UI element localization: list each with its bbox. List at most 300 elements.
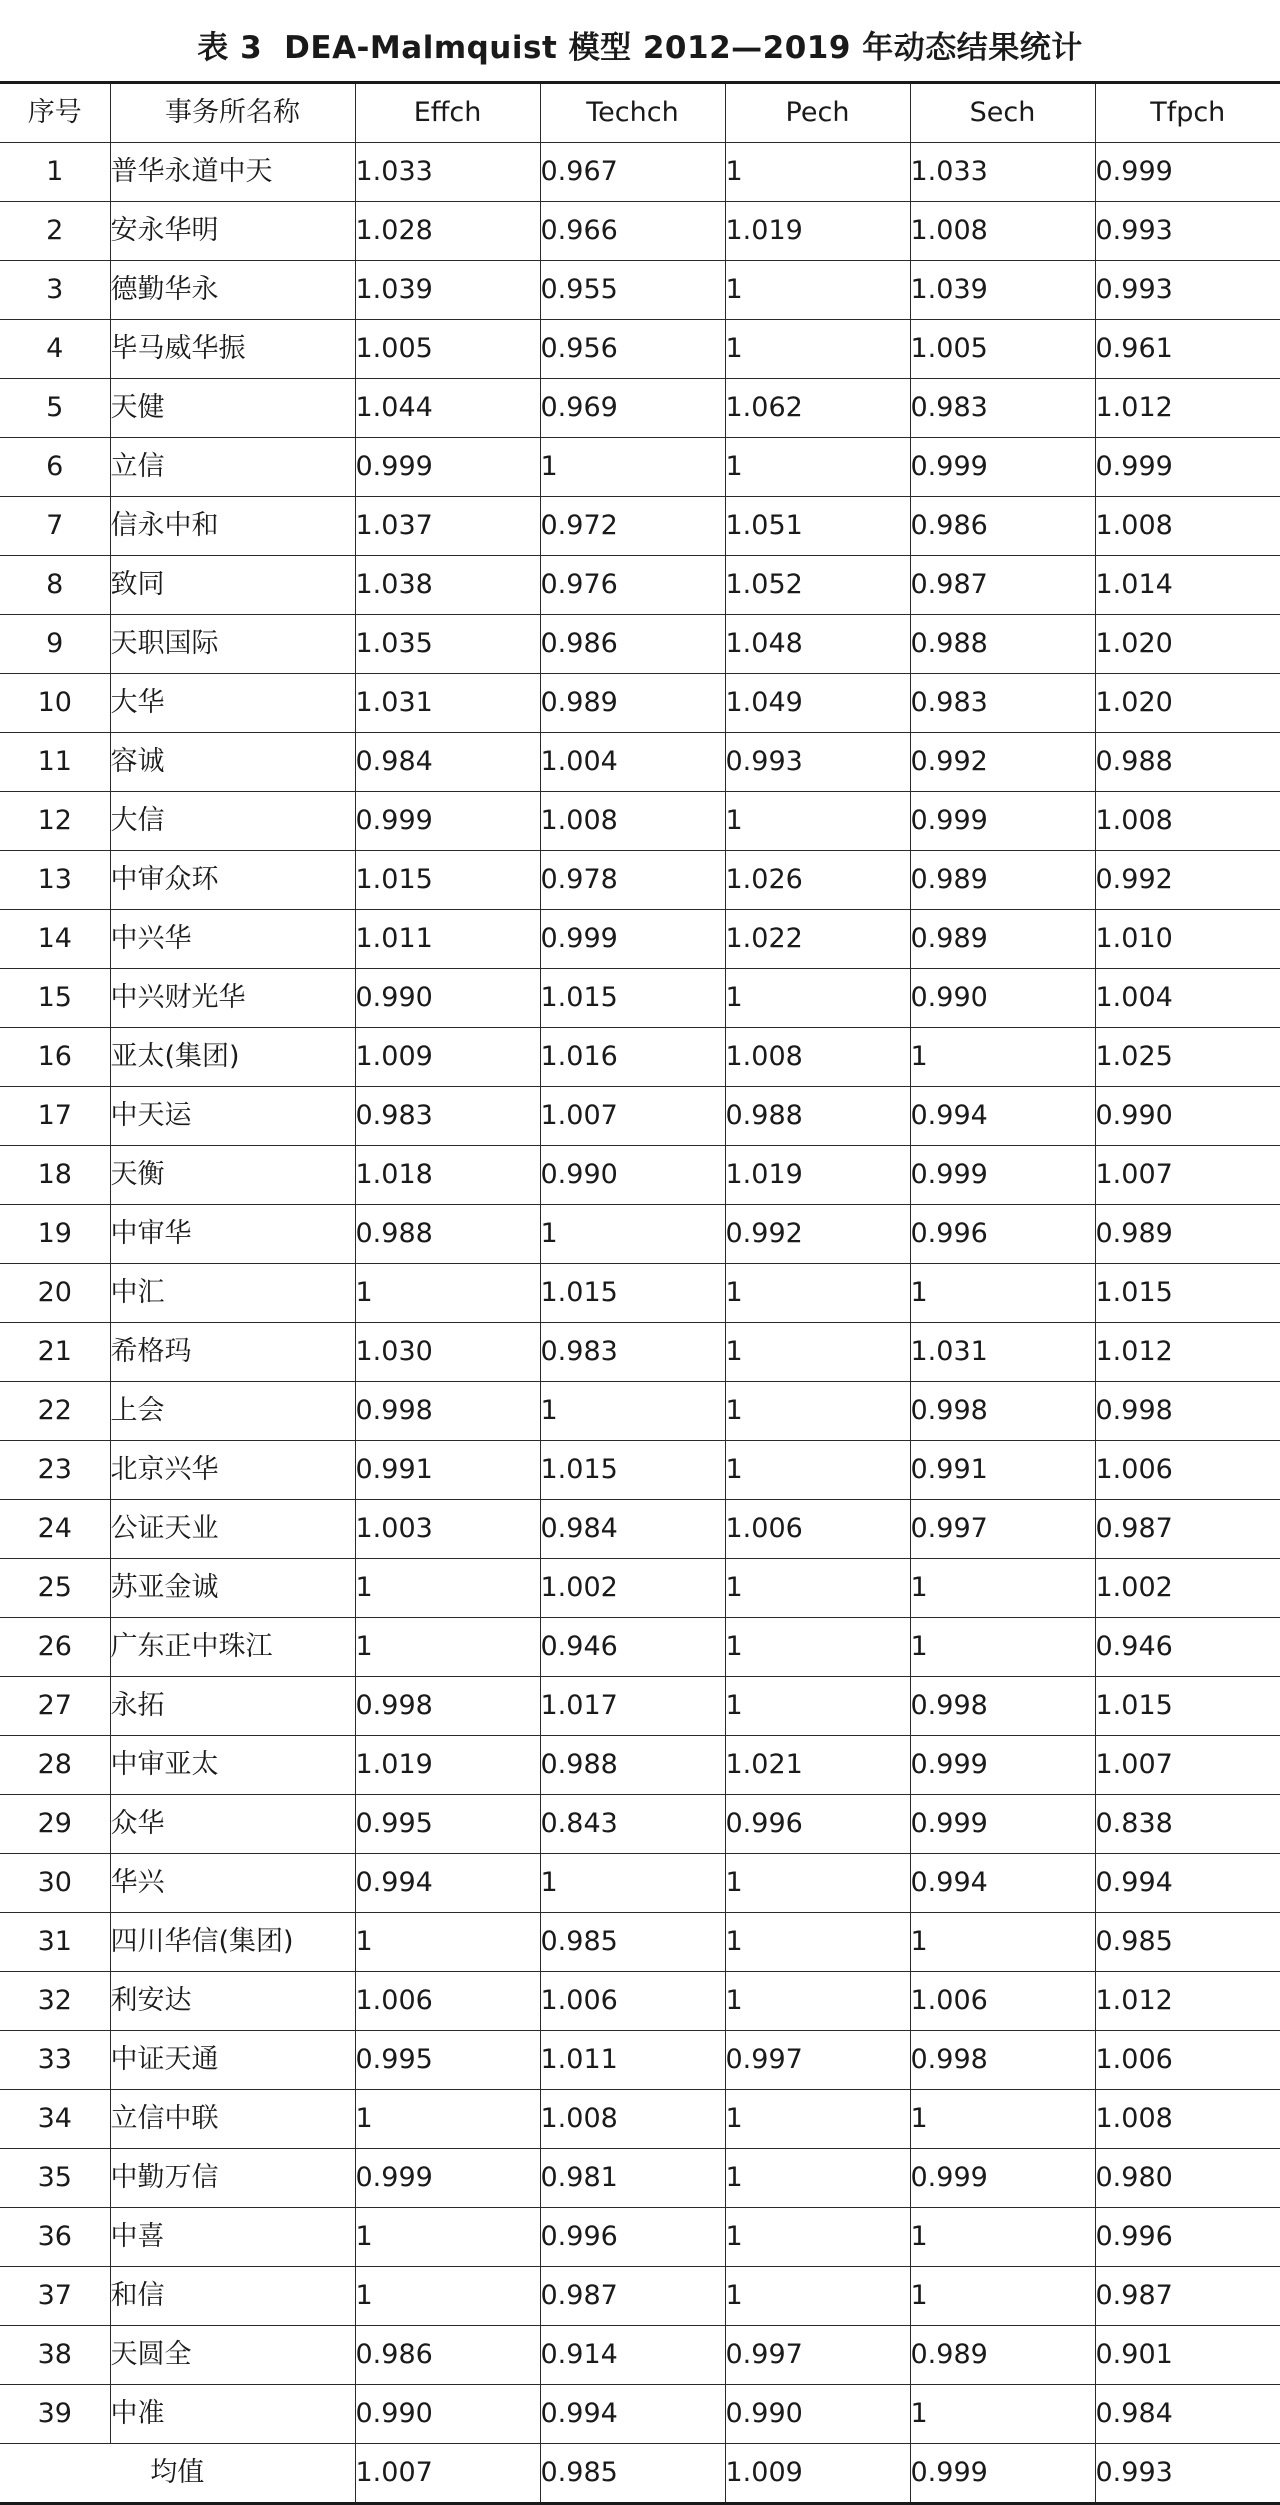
cell-effch: 0.999 [355, 2149, 540, 2208]
cell-firm-name: 中审华 [110, 1205, 355, 1264]
cell-firm-name: 中天运 [110, 1087, 355, 1146]
cell-firm-name: 和信 [110, 2267, 355, 2326]
header-techch: Techch [540, 83, 725, 143]
cell-pech: 1.022 [725, 910, 910, 969]
cell-techch: 0.994 [540, 2385, 725, 2444]
table-title: DEA-Malmquist 模型 2012—2019 年动态结果统计 [284, 30, 1083, 66]
cell-firm-name: 上会 [110, 1382, 355, 1441]
cell-techch: 0.983 [540, 1323, 725, 1382]
cell-index: 32 [0, 1972, 110, 2031]
cell-firm-name: 中审众环 [110, 851, 355, 910]
cell-firm-name: 中审亚太 [110, 1736, 355, 1795]
cell-effch: 1 [355, 2267, 540, 2326]
cell-sech: 1 [910, 2208, 1095, 2267]
cell-effch: 1 [355, 2090, 540, 2149]
cell-tfpch: 1.008 [1095, 497, 1280, 556]
cell-firm-name: 大华 [110, 674, 355, 733]
cell-firm-name: 广东正中珠江 [110, 1618, 355, 1677]
table-row [0, 379, 1280, 438]
cell-index: 22 [0, 1382, 110, 1441]
cell-pech: 1.019 [725, 202, 910, 261]
table-row [0, 1382, 1280, 1441]
cell-sech: 0.988 [910, 615, 1095, 674]
table-row [0, 1736, 1280, 1795]
cell-pech: 1.048 [725, 615, 910, 674]
cell-sech: 1 [910, 1618, 1095, 1677]
cell-pech: 1 [725, 320, 910, 379]
cell-index: 1 [0, 143, 110, 202]
cell-effch: 1.009 [355, 1028, 540, 1087]
cell-firm-name: 永拓 [110, 1677, 355, 1736]
cell-sech: 0.999 [910, 1795, 1095, 1854]
cell-index: 13 [0, 851, 110, 910]
cell-sech: 0.983 [910, 379, 1095, 438]
cell-firm-name: 大信 [110, 792, 355, 851]
cell-sech: 1.039 [910, 261, 1095, 320]
cell-firm-name: 天衡 [110, 1146, 355, 1205]
cell-effch: 1.019 [355, 1736, 540, 1795]
cell-sech: 1 [910, 2385, 1095, 2444]
cell-tfpch: 1.015 [1095, 1677, 1280, 1736]
table-row [0, 1677, 1280, 1736]
cell-effch: 1 [355, 2208, 540, 2267]
table-row [0, 2031, 1280, 2090]
cell-effch: 1.018 [355, 1146, 540, 1205]
cell-effch: 1.005 [355, 320, 540, 379]
cell-sech: 0.997 [910, 1500, 1095, 1559]
mean-row [0, 2444, 1280, 2504]
cell-tfpch: 0.998 [1095, 1382, 1280, 1441]
cell-pech: 0.988 [725, 1087, 910, 1146]
cell-index: 18 [0, 1146, 110, 1205]
cell-pech: 0.990 [725, 2385, 910, 2444]
table-row [0, 792, 1280, 851]
cell-pech: 1 [725, 969, 910, 1028]
cell-sech: 1.006 [910, 1972, 1095, 2031]
cell-tfpch: 0.985 [1095, 1913, 1280, 1972]
mean-pech: 1.009 [725, 2444, 910, 2504]
table-row [0, 2267, 1280, 2326]
cell-firm-name: 希格玛 [110, 1323, 355, 1382]
cell-tfpch: 0.987 [1095, 2267, 1280, 2326]
cell-techch: 0.843 [540, 1795, 725, 1854]
cell-pech: 1 [725, 1913, 910, 1972]
cell-pech: 1 [725, 1264, 910, 1323]
cell-techch: 0.976 [540, 556, 725, 615]
cell-effch: 0.983 [355, 1087, 540, 1146]
cell-index: 26 [0, 1618, 110, 1677]
cell-index: 37 [0, 2267, 110, 2326]
cell-index: 29 [0, 1795, 110, 1854]
cell-effch: 1.030 [355, 1323, 540, 1382]
header-tfpch: Tfpch [1095, 83, 1280, 143]
mean-techch: 0.985 [540, 2444, 725, 2504]
cell-techch: 1.016 [540, 1028, 725, 1087]
cell-sech: 1 [910, 1913, 1095, 1972]
cell-sech: 1.008 [910, 202, 1095, 261]
header-effch: Effch [355, 83, 540, 143]
cell-firm-name: 中兴华 [110, 910, 355, 969]
cell-index: 23 [0, 1441, 110, 1500]
cell-tfpch: 0.993 [1095, 202, 1280, 261]
cell-tfpch: 1.012 [1095, 379, 1280, 438]
cell-tfpch: 1.006 [1095, 2031, 1280, 2090]
cell-tfpch: 1.015 [1095, 1264, 1280, 1323]
cell-tfpch: 0.992 [1095, 851, 1280, 910]
table-row [0, 497, 1280, 556]
table-row [0, 143, 1280, 202]
cell-techch: 1 [540, 1205, 725, 1264]
cell-tfpch: 1.014 [1095, 556, 1280, 615]
cell-techch: 1.004 [540, 733, 725, 792]
cell-firm-name: 信永中和 [110, 497, 355, 556]
cell-sech: 0.999 [910, 2149, 1095, 2208]
cell-firm-name: 普华永道中天 [110, 143, 355, 202]
table-row [0, 2385, 1280, 2444]
cell-pech: 0.997 [725, 2326, 910, 2385]
cell-index: 39 [0, 2385, 110, 2444]
table-row [0, 851, 1280, 910]
cell-pech: 1 [725, 438, 910, 497]
header-index: 序号 [0, 83, 110, 143]
cell-effch: 1.044 [355, 379, 540, 438]
cell-techch: 0.955 [540, 261, 725, 320]
cell-firm-name: 众华 [110, 1795, 355, 1854]
cell-techch: 0.946 [540, 1618, 725, 1677]
cell-firm-name: 天职国际 [110, 615, 355, 674]
cell-firm-name: 立信中联 [110, 2090, 355, 2149]
table-row [0, 1205, 1280, 1264]
cell-firm-name: 致同 [110, 556, 355, 615]
cell-tfpch: 1.012 [1095, 1323, 1280, 1382]
cell-sech: 1 [910, 1264, 1095, 1323]
cell-sech: 1 [910, 2267, 1095, 2326]
cell-sech: 1 [910, 1559, 1095, 1618]
table-row [0, 674, 1280, 733]
cell-techch: 1.017 [540, 1677, 725, 1736]
header-row [0, 83, 1280, 143]
cell-effch: 1.037 [355, 497, 540, 556]
cell-techch: 1.007 [540, 1087, 725, 1146]
cell-index: 35 [0, 2149, 110, 2208]
cell-index: 14 [0, 910, 110, 969]
cell-effch: 1.003 [355, 1500, 540, 1559]
table-row [0, 1146, 1280, 1205]
cell-tfpch: 1.010 [1095, 910, 1280, 969]
cell-pech: 1 [725, 1972, 910, 2031]
cell-sech: 0.983 [910, 674, 1095, 733]
cell-effch: 0.988 [355, 1205, 540, 1264]
cell-tfpch: 1.020 [1095, 674, 1280, 733]
header-pech: Pech [725, 83, 910, 143]
cell-effch: 1.039 [355, 261, 540, 320]
cell-sech: 0.994 [910, 1087, 1095, 1146]
cell-index: 30 [0, 1854, 110, 1913]
table-row [0, 2090, 1280, 2149]
table-row [0, 1264, 1280, 1323]
cell-tfpch: 0.961 [1095, 320, 1280, 379]
mean-sech: 0.999 [910, 2444, 1095, 2504]
cell-pech: 1 [725, 2267, 910, 2326]
cell-firm-name: 天健 [110, 379, 355, 438]
cell-pech: 0.997 [725, 2031, 910, 2090]
cell-effch: 1 [355, 1618, 540, 1677]
cell-tfpch: 0.838 [1095, 1795, 1280, 1854]
mean-label: 均值 [0, 2444, 355, 2504]
cell-effch: 1.011 [355, 910, 540, 969]
table-row [0, 438, 1280, 497]
cell-sech: 0.994 [910, 1854, 1095, 1913]
cell-techch: 1.015 [540, 1264, 725, 1323]
cell-effch: 1 [355, 1559, 540, 1618]
cell-firm-name: 四川华信(集团) [110, 1913, 355, 1972]
cell-pech: 0.992 [725, 1205, 910, 1264]
cell-pech: 1.052 [725, 556, 910, 615]
cell-tfpch: 1.006 [1095, 1441, 1280, 1500]
cell-index: 4 [0, 320, 110, 379]
cell-techch: 0.978 [540, 851, 725, 910]
cell-effch: 1 [355, 1264, 540, 1323]
cell-effch: 0.990 [355, 969, 540, 1028]
cell-sech: 0.999 [910, 438, 1095, 497]
cell-techch: 0.988 [540, 1736, 725, 1795]
cell-effch: 0.999 [355, 792, 540, 851]
table-row [0, 261, 1280, 320]
cell-firm-name: 安永华明 [110, 202, 355, 261]
cell-techch: 1 [540, 1854, 725, 1913]
cell-effch: 0.990 [355, 2385, 540, 2444]
cell-pech: 1 [725, 1618, 910, 1677]
cell-sech: 0.998 [910, 1382, 1095, 1441]
table-row [0, 1795, 1280, 1854]
cell-index: 36 [0, 2208, 110, 2267]
cell-tfpch: 1.008 [1095, 792, 1280, 851]
cell-index: 12 [0, 792, 110, 851]
cell-techch: 0.996 [540, 2208, 725, 2267]
cell-techch: 1.008 [540, 2090, 725, 2149]
cell-pech: 1.008 [725, 1028, 910, 1087]
cell-sech: 0.991 [910, 1441, 1095, 1500]
table-row [0, 1441, 1280, 1500]
cell-techch: 0.999 [540, 910, 725, 969]
cell-firm-name: 天圆全 [110, 2326, 355, 2385]
cell-tfpch: 0.988 [1095, 733, 1280, 792]
cell-sech: 0.999 [910, 792, 1095, 851]
cell-techch: 1.015 [540, 1441, 725, 1500]
table-row [0, 733, 1280, 792]
cell-techch: 1.006 [540, 1972, 725, 2031]
cell-tfpch: 1.008 [1095, 2090, 1280, 2149]
cell-tfpch: 1.020 [1095, 615, 1280, 674]
cell-effch: 1.006 [355, 1972, 540, 2031]
cell-pech: 1 [725, 1677, 910, 1736]
cell-firm-name: 亚太(集团) [110, 1028, 355, 1087]
cell-firm-name: 华兴 [110, 1854, 355, 1913]
cell-tfpch: 1.012 [1095, 1972, 1280, 2031]
cell-index: 20 [0, 1264, 110, 1323]
cell-firm-name: 容诚 [110, 733, 355, 792]
cell-tfpch: 0.989 [1095, 1205, 1280, 1264]
cell-index: 33 [0, 2031, 110, 2090]
cell-techch: 1 [540, 1382, 725, 1441]
cell-sech: 0.998 [910, 1677, 1095, 1736]
cell-firm-name: 德勤华永 [110, 261, 355, 320]
cell-index: 9 [0, 615, 110, 674]
cell-effch: 1.031 [355, 674, 540, 733]
table-row [0, 1618, 1280, 1677]
cell-effch: 1.035 [355, 615, 540, 674]
cell-pech: 1 [725, 2090, 910, 2149]
cell-pech: 1.062 [725, 379, 910, 438]
cell-tfpch: 0.901 [1095, 2326, 1280, 2385]
cell-techch: 1.015 [540, 969, 725, 1028]
cell-sech: 0.999 [910, 1146, 1095, 1205]
cell-tfpch: 0.999 [1095, 438, 1280, 497]
cell-techch: 0.987 [540, 2267, 725, 2326]
cell-effch: 0.991 [355, 1441, 540, 1500]
cell-tfpch: 1.007 [1095, 1146, 1280, 1205]
table-row [0, 1500, 1280, 1559]
table-row [0, 1087, 1280, 1146]
cell-techch: 0.966 [540, 202, 725, 261]
cell-sech: 1.031 [910, 1323, 1095, 1382]
cell-pech: 1.049 [725, 674, 910, 733]
cell-sech: 1 [910, 1028, 1095, 1087]
cell-sech: 1.033 [910, 143, 1095, 202]
cell-sech: 0.992 [910, 733, 1095, 792]
cell-pech: 1.021 [725, 1736, 910, 1795]
cell-tfpch: 1.025 [1095, 1028, 1280, 1087]
cell-effch: 0.995 [355, 2031, 540, 2090]
cell-firm-name: 立信 [110, 438, 355, 497]
cell-index: 2 [0, 202, 110, 261]
mean-effch: 1.007 [355, 2444, 540, 2504]
cell-firm-name: 中证天通 [110, 2031, 355, 2090]
cell-index: 10 [0, 674, 110, 733]
cell-pech: 1.019 [725, 1146, 910, 1205]
cell-firm-name: 利安达 [110, 1972, 355, 2031]
cell-sech: 1 [910, 2090, 1095, 2149]
cell-techch: 0.967 [540, 143, 725, 202]
cell-tfpch: 0.990 [1095, 1087, 1280, 1146]
cell-effch: 1.033 [355, 143, 540, 202]
cell-techch: 0.986 [540, 615, 725, 674]
cell-effch: 0.984 [355, 733, 540, 792]
cell-firm-name: 中汇 [110, 1264, 355, 1323]
cell-firm-name: 北京兴华 [110, 1441, 355, 1500]
cell-tfpch: 0.984 [1095, 2385, 1280, 2444]
cell-index: 5 [0, 379, 110, 438]
cell-firm-name: 苏亚金诚 [110, 1559, 355, 1618]
cell-index: 6 [0, 438, 110, 497]
cell-pech: 0.993 [725, 733, 910, 792]
table-body [0, 143, 1280, 2504]
cell-pech: 1 [725, 1382, 910, 1441]
cell-pech: 1 [725, 1854, 910, 1913]
cell-tfpch: 0.980 [1095, 2149, 1280, 2208]
results-table [0, 81, 1280, 2505]
cell-effch: 0.994 [355, 1854, 540, 1913]
cell-effch: 0.999 [355, 438, 540, 497]
cell-pech: 0.996 [725, 1795, 910, 1854]
cell-techch: 0.990 [540, 1146, 725, 1205]
cell-index: 19 [0, 1205, 110, 1264]
cell-index: 16 [0, 1028, 110, 1087]
cell-effch: 0.986 [355, 2326, 540, 2385]
cell-effch: 1.028 [355, 202, 540, 261]
cell-techch: 1.008 [540, 792, 725, 851]
cell-techch: 1.011 [540, 2031, 725, 2090]
cell-tfpch: 1.007 [1095, 1736, 1280, 1795]
table-row [0, 910, 1280, 969]
cell-techch: 1.002 [540, 1559, 725, 1618]
table-row [0, 969, 1280, 1028]
cell-firm-name: 毕马威华振 [110, 320, 355, 379]
table-row [0, 202, 1280, 261]
table-row [0, 615, 1280, 674]
cell-tfpch: 0.946 [1095, 1618, 1280, 1677]
cell-index: 24 [0, 1500, 110, 1559]
cell-sech: 0.996 [910, 1205, 1095, 1264]
cell-sech: 0.989 [910, 2326, 1095, 2385]
cell-techch: 0.985 [540, 1913, 725, 1972]
table-caption [0, 22, 1280, 74]
cell-sech: 0.987 [910, 556, 1095, 615]
cell-techch: 0.984 [540, 1500, 725, 1559]
cell-effch: 1.038 [355, 556, 540, 615]
cell-index: 25 [0, 1559, 110, 1618]
cell-tfpch: 0.996 [1095, 2208, 1280, 2267]
mean-tfpch: 0.993 [1095, 2444, 1280, 2504]
cell-index: 15 [0, 969, 110, 1028]
cell-pech: 1.026 [725, 851, 910, 910]
cell-pech: 1.051 [725, 497, 910, 556]
cell-firm-name: 中勤万信 [110, 2149, 355, 2208]
cell-tfpch: 0.994 [1095, 1854, 1280, 1913]
cell-pech: 1 [725, 143, 910, 202]
cell-effch: 1 [355, 1913, 540, 1972]
cell-pech: 1 [725, 1323, 910, 1382]
cell-index: 8 [0, 556, 110, 615]
table-row [0, 1972, 1280, 2031]
cell-sech: 1.005 [910, 320, 1095, 379]
cell-sech: 0.999 [910, 1736, 1095, 1795]
cell-pech: 1 [725, 1559, 910, 1618]
cell-pech: 1 [725, 2208, 910, 2267]
cell-tfpch: 0.987 [1095, 1500, 1280, 1559]
cell-sech: 0.989 [910, 910, 1095, 969]
table-row [0, 1913, 1280, 1972]
cell-sech: 0.986 [910, 497, 1095, 556]
cell-index: 11 [0, 733, 110, 792]
table-row [0, 556, 1280, 615]
table-row [0, 2326, 1280, 2385]
cell-firm-name: 中准 [110, 2385, 355, 2444]
cell-index: 31 [0, 1913, 110, 1972]
cell-index: 34 [0, 2090, 110, 2149]
cell-firm-name: 公证天业 [110, 1500, 355, 1559]
table-header [0, 83, 1280, 143]
cell-pech: 1 [725, 1441, 910, 1500]
cell-effch: 0.998 [355, 1382, 540, 1441]
table-row [0, 2149, 1280, 2208]
cell-techch: 0.969 [540, 379, 725, 438]
cell-pech: 1.006 [725, 1500, 910, 1559]
header-sech: Sech [910, 83, 1095, 143]
table-row [0, 1854, 1280, 1913]
cell-index: 3 [0, 261, 110, 320]
table-row [0, 1028, 1280, 1087]
